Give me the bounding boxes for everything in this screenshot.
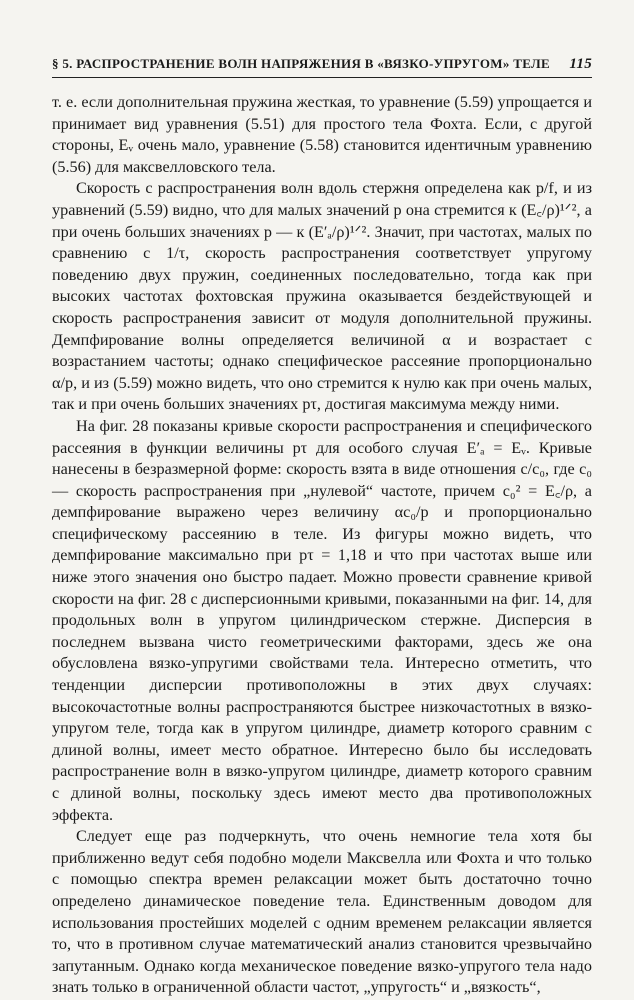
running-header [52,56,592,78]
paragraph: Скорость c распространения волн вдоль стержня определена как p/f, и из уравнений (5.59) видно, что для малых значений p она стремится к (E꜀/ρ)¹ᐟ², а при очень больших значениях p — к (E′ₐ/ρ)¹ᐟ². Значит, при частотах, малых по сравнению с 1/τ, скорость распространения соответствует упругому поведению двух пружин, соединенных последовательно, тогда как при высоких частотах фохтовская пружина оказывается бездействующей и скорость распространения зависит от модуля дополнительной пружины. Демпфирование волны определяется величиной α и возрастает с возрастанием частоты; однако специфическое рассеяние пропорционально α/p, и из (5.59) можно видеть, что оно стремится к нулю как при очень малых, так и при очень больших значениях pτ, достигая максимума между ними. [52,179,592,414]
paragraph: Следует еще раз подчеркнуть, что очень немногие тела хотя бы приближенно ведут себя подобно модели Максвелла или Фохта и что только с помощью спектра времен релаксации может быть достаточно точно определено динамическое поведение тела. Единственным доводом для использования простейших моделей с одним временем релаксации является то, что в противном случае математический анализ становится чрезвычайно запутанным. Однако когда механическое поведение вязко-упругого тела надо знать только в ограниченной области частот, „упругость“ и „вязкость“, [52,827,592,997]
paragraph: На фиг. 28 показаны кривые скорости распространения и специфического рассеяния в функции величины pτ для особого случая E′ₐ = Eᵥ. Кривые нанесены в безразмерной форме: скорость взята в виде отношения c/c₀, где c₀ — скорость распространения при „нулевой“ частоте, причем c₀² = E꜀/ρ, а демпфирование выражено через величину αc₀/p и пропорционально специфическому рассеянию в теле. Из фигуры можно видеть, что демпфирование максимально при pτ = 1,18 и что при частотах выше или ниже этого значения оно быстро падает. Можно провести сравнение кривой скорости на фиг. 28 с дисперсионными кривыми, показанными на фиг. 14, для продольных волн в упругом цилиндрическом стержне. Дисперсия в последнем вызвана чисто геометрическими факторами, здесь же она обусловлена вязко-упругими свойствами тела. Интересно отметить, что тенденции дисперсии противоположны в этих двух случаях: высокочастотные волны распространяются быстрее низкочастотных в вязко-упругом теле, тогда как в упругом цилиндре, диаметр которого сравним с длиной волны, имеет место обратное. Интересно было бы исследовать распространение волн в вязко-упругом цилиндре, диаметр которого сравним с длиной волны, поскольку здесь имеют место два противоположных эффекта. [52,416,592,824]
page-number: 115 [569,56,592,72]
section-title: § 5. РАСПРОСТРАНЕНИЕ ВОЛН НАПРЯЖЕНИЯ В «ВЯЗКО-УПРУГОМ» ТЕЛЕ [52,56,550,71]
paragraph: т. е. если дополнительная пружина жесткая, то уравнение (5.59) упрощается и принимает вид уравнения (5.51) для простого тела Фохта. Если, с другой стороны, Eᵥ очень мало, уравнение (5.58) становится идентичным уравнению (5.56) для максвелловского тела. [52,93,592,176]
page-body [52,92,592,999]
